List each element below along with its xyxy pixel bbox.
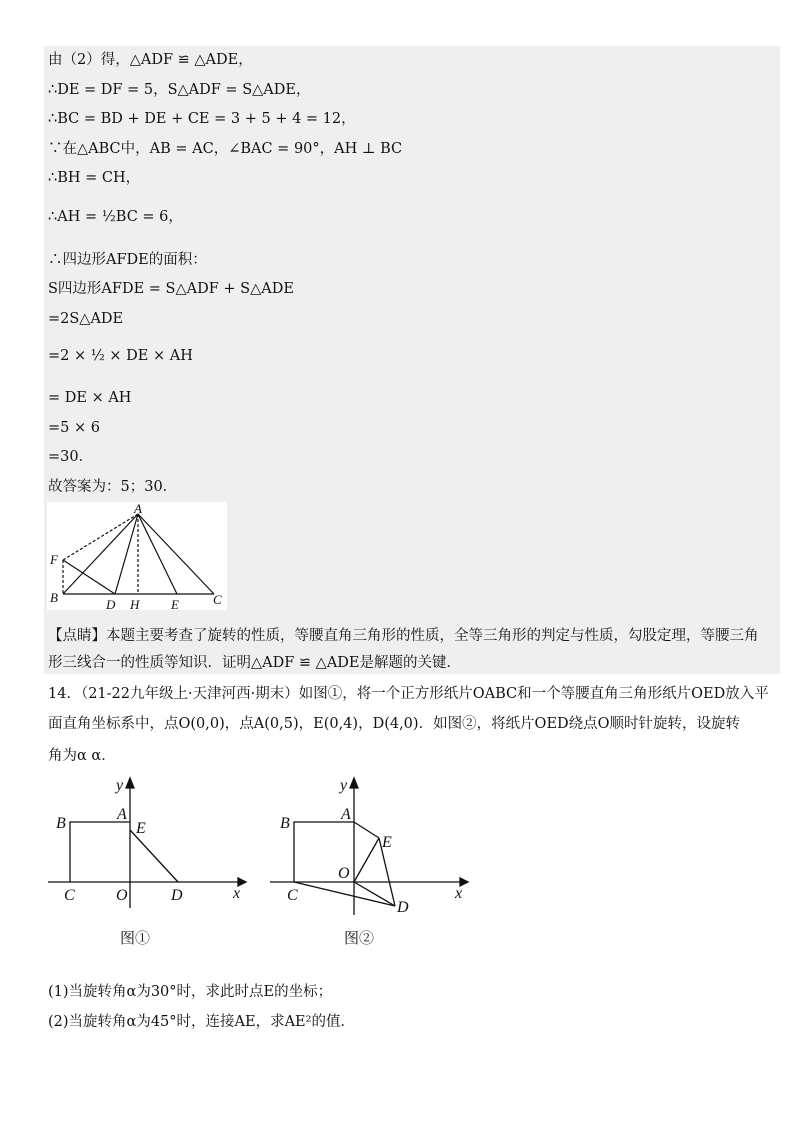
coordinate-figure-1 — [40, 770, 250, 910]
fig2-label-B: B — [280, 815, 290, 832]
solution-line-2: ∴DE = DF = 5，S△ADF = S△ADE， — [48, 82, 311, 98]
fig2-label-x: x — [455, 885, 463, 902]
comment-line-2: 形三线合一的性质等知识．证明△ADF ≌ △ADE是解题的关键． — [48, 655, 462, 671]
problem-line-1: 14．（21-22九年级上·天津河西·期末）如图①，将一个正方形纸片OABC和一个等腰直角三角形纸片OED放入平 — [48, 686, 769, 702]
fig2-label-C: C — [287, 887, 298, 904]
fig2-label-E: E — [382, 834, 392, 851]
solution-line-4: ∵在△ABC中，AB = AC，∠BAC = 90°，AH ⊥ BC — [48, 141, 403, 157]
solution-line-11: = DE × AH — [48, 390, 132, 406]
label-E: E — [171, 597, 179, 610]
triangle-figure — [47, 502, 227, 610]
solution-line-5: ∴BH = CH， — [48, 170, 141, 186]
question-1: (1)当旋转角α为30°时，求此时点E的坐标； — [48, 984, 333, 1000]
solution-line-9: =2S△ADE — [48, 311, 124, 327]
fig1-label-A: A — [117, 806, 127, 823]
fig2-label-y: y — [340, 777, 348, 794]
solution-line-13: =30． — [48, 449, 94, 465]
problem-line-3: 角为α α． — [48, 748, 116, 764]
caption-figure-2: 图② — [344, 929, 375, 947]
solution-line-8: S四边形AFDE = S△ADF + S△ADE — [48, 281, 294, 297]
problem-line-2: 面直角坐标系中，点O(0,0)，点A(0,5)，E(0,4)，D(4,0)．如图②，将纸片OED绕点O顺时针旋转，设旋转 — [48, 716, 741, 732]
label-F: F — [50, 552, 58, 567]
fig1-label-B: B — [56, 815, 66, 832]
label-C: C — [213, 592, 222, 607]
fig1-label-E: E — [136, 820, 146, 837]
solution-line-3: ∴BC = BD + DE + CE = 3 + 5 + 4 = 12， — [48, 111, 356, 127]
fig1-label-O: O — [116, 887, 128, 904]
fig1-label-y: y — [116, 777, 124, 794]
label-B: B — [50, 590, 58, 605]
question-2: (2)当旋转角α为45°时，连接AE，求AE²的值． — [48, 1014, 355, 1030]
fig2-label-O: O — [338, 865, 350, 882]
fig2-label-D: D — [397, 899, 409, 916]
solution-line-12: =5 × 6 — [48, 420, 100, 436]
label-H: H — [130, 597, 140, 610]
triangle-figure-svg — [47, 502, 227, 610]
fig1-label-C: C — [64, 887, 75, 904]
caption-figure-1: 图① — [120, 929, 151, 947]
solution-line-14: 故答案为：5；30． — [48, 479, 178, 495]
solution-line-1: 由（2）得，△ADF ≌ △ADE， — [48, 52, 253, 68]
solution-line-10: =2 × ½ × DE × AH — [48, 348, 193, 364]
solution-line-6: ∴AH = ½BC = 6， — [48, 209, 183, 225]
solution-line-7: ∴四边形AFDE的面积： — [48, 252, 207, 268]
coordinate-figure-2 — [262, 770, 477, 920]
fig1-label-x: x — [233, 885, 241, 902]
fig2-label-A: A — [341, 806, 351, 823]
fig1-label-D: D — [171, 887, 183, 904]
comment-line-1: 【点睛】本题主要考查了旋转的性质，等腰直角三角形的性质，全等三角形的判定与性质，勾股定理，等腰三角 — [48, 628, 759, 644]
label-D: D — [106, 597, 116, 610]
label-A: A — [134, 502, 142, 516]
